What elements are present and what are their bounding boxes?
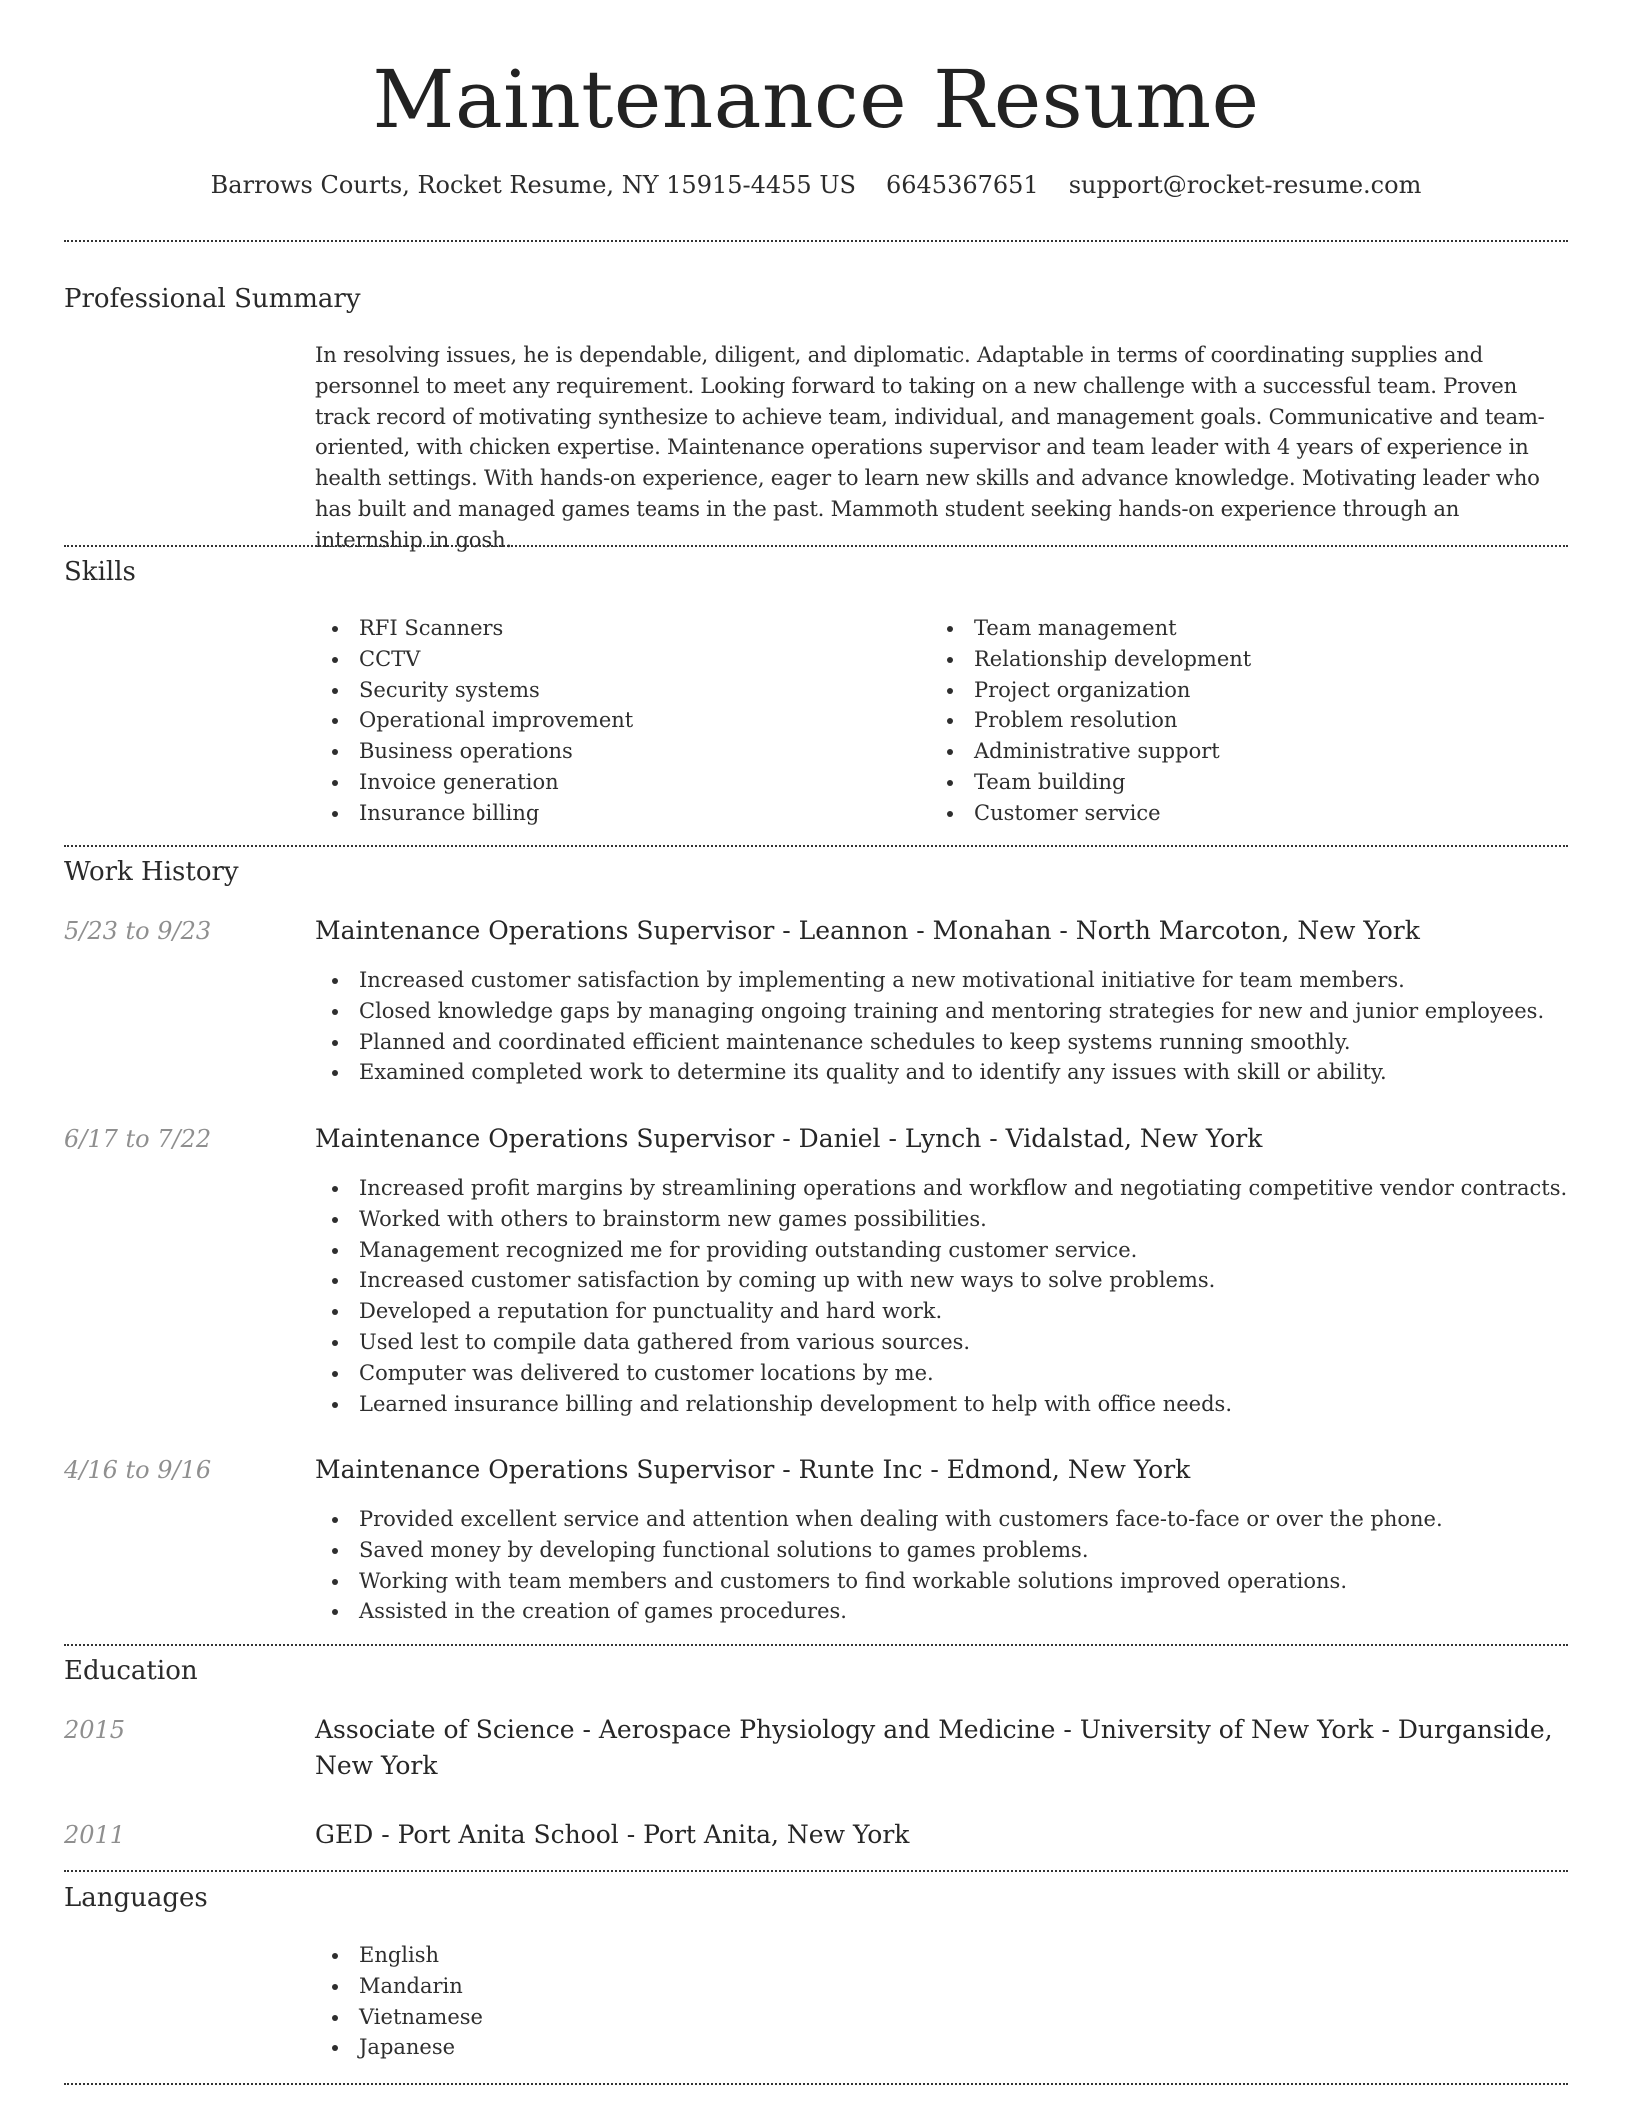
skill-item: Invoice generation (315, 767, 875, 798)
skill-item: Business operations (315, 736, 875, 767)
job-bullet: Planned and coordinated efficient maintenance schedules to keep systems running smoothly. (315, 1027, 1568, 1058)
job-bullet: Increased profit margins by streamlining operations and workflow and negotiating competitive vendor contracts. (315, 1173, 1568, 1204)
language-list (315, 1940, 1568, 2063)
job-title: Maintenance Operations Supervisor - Leannon - Monahan - North Marcoton, New York (315, 916, 1420, 945)
skill-item: Project organization (930, 675, 1490, 706)
skill-item: Team management (930, 613, 1490, 644)
job-dates: 5/23 to 9/23 (64, 917, 212, 945)
job-dates: 6/17 to 7/22 (64, 1125, 212, 1153)
skill-item: Security systems (315, 675, 875, 706)
job-bullet: Assisted in the creation of games procedures. (315, 1596, 1568, 1627)
divider (64, 1870, 1568, 1872)
resume-title: Maintenance Resume (372, 53, 1260, 146)
job-bullets (315, 965, 1568, 1088)
contact-address: Barrows Courts, Rocket Resume, NY 15915-4455 US (210, 171, 856, 199)
divider (64, 240, 1568, 242)
skill-item: Administrative support (930, 736, 1490, 767)
contact-phone: 6645367651 (886, 171, 1039, 199)
job-bullet: Increased customer satisfaction by coming up with new ways to solve problems. (315, 1265, 1568, 1296)
summary-text: In resolving issues, he is dependable, diligent, and diplomatic. Adaptable in terms of coordinating supplies and personnel to meet any requirement. Looking forward to taking on a new challenge with a successful team. Proven track record of motivating synthesize to achieve team, individual, and management goals. Communicative and team-oriented, with chicken expertise. Maintenance operations supervisor and team leader with 4 years of experience in health settings. With hands-on experience, eager to learn new skills and advance knowledge. Motivating leader who has built and managed games teams in the past. Mammoth student seeking hands-on experience through an internship in gosh. (315, 342, 1545, 552)
skill-item: CCTV (315, 644, 875, 675)
skills-column-left (315, 613, 875, 829)
job-title: Maintenance Operations Supervisor - Daniel - Lynch - Vidalstad, New York (315, 1124, 1263, 1153)
divider (64, 2083, 1568, 2085)
contact-email[interactable]: support@rocket-resume.com (1068, 171, 1422, 199)
skill-item: Operational improvement (315, 705, 875, 736)
language-item: Mandarin (315, 1971, 1568, 2002)
divider (64, 1644, 1568, 1646)
section-heading-work: Work History (64, 857, 239, 887)
job-bullet: Closed knowledge gaps by managing ongoing training and mentoring strategies for new and junior employees. (315, 996, 1568, 1027)
section-heading-summary: Professional Summary (64, 284, 361, 314)
language-item: Japanese (315, 2032, 1568, 2063)
job-bullet: Management recognized me for providing outstanding customer service. (315, 1235, 1568, 1266)
job-bullet: Provided excellent service and attention when dealing with customers face-to-face or over the phone. (315, 1504, 1568, 1535)
divider (64, 845, 1568, 847)
job-bullet: Working with team members and customers to find workable solutions improved operations. (315, 1566, 1568, 1597)
education-title: GED - Port Anita School - Port Anita, New York (315, 1820, 910, 1849)
education-year: 2011 (64, 1821, 126, 1849)
section-heading-education: Education (64, 1656, 198, 1686)
job-bullet: Saved money by developing functional solutions to games problems. (315, 1535, 1568, 1566)
job-bullets (315, 1173, 1568, 1419)
job-title: Maintenance Operations Supervisor - Runte Inc - Edmond, New York (315, 1455, 1191, 1484)
skill-item: Insurance billing (315, 798, 875, 829)
skill-item: Team building (930, 767, 1490, 798)
job-bullet: Learned insurance billing and relationship development to help with office needs. (315, 1389, 1568, 1420)
language-item: English (315, 1940, 1568, 1971)
skill-item: Problem resolution (930, 705, 1490, 736)
job-bullet: Increased customer satisfaction by implementing a new motivational initiative for team members. (315, 965, 1568, 996)
education-year: 2015 (64, 1716, 126, 1744)
job-bullet: Developed a reputation for punctuality and hard work. (315, 1296, 1568, 1327)
job-bullet: Used lest to compile data gathered from various sources. (315, 1327, 1568, 1358)
divider (64, 545, 1568, 547)
section-heading-skills: Skills (64, 557, 136, 587)
job-bullets (315, 1504, 1568, 1627)
skill-item: RFI Scanners (315, 613, 875, 644)
section-heading-languages: Languages (64, 1883, 208, 1913)
job-bullet: Examined completed work to determine its quality and to identify any issues with skill or ability. (315, 1057, 1568, 1088)
skill-item: Relationship development (930, 644, 1490, 675)
job-bullet: Computer was delivered to customer locations by me. (315, 1358, 1568, 1389)
skill-item: Customer service (930, 798, 1490, 829)
language-item: Vietnamese (315, 2002, 1568, 2033)
education-title: Associate of Science - Aerospace Physiology and Medicine - University of New York - Durganside, New York (315, 1715, 1553, 1780)
contact-line (64, 168, 1568, 202)
skills-column-right (930, 613, 1490, 829)
job-bullet: Worked with others to brainstorm new games possibilities. (315, 1204, 1568, 1235)
job-dates: 4/16 to 9/16 (64, 1456, 212, 1484)
